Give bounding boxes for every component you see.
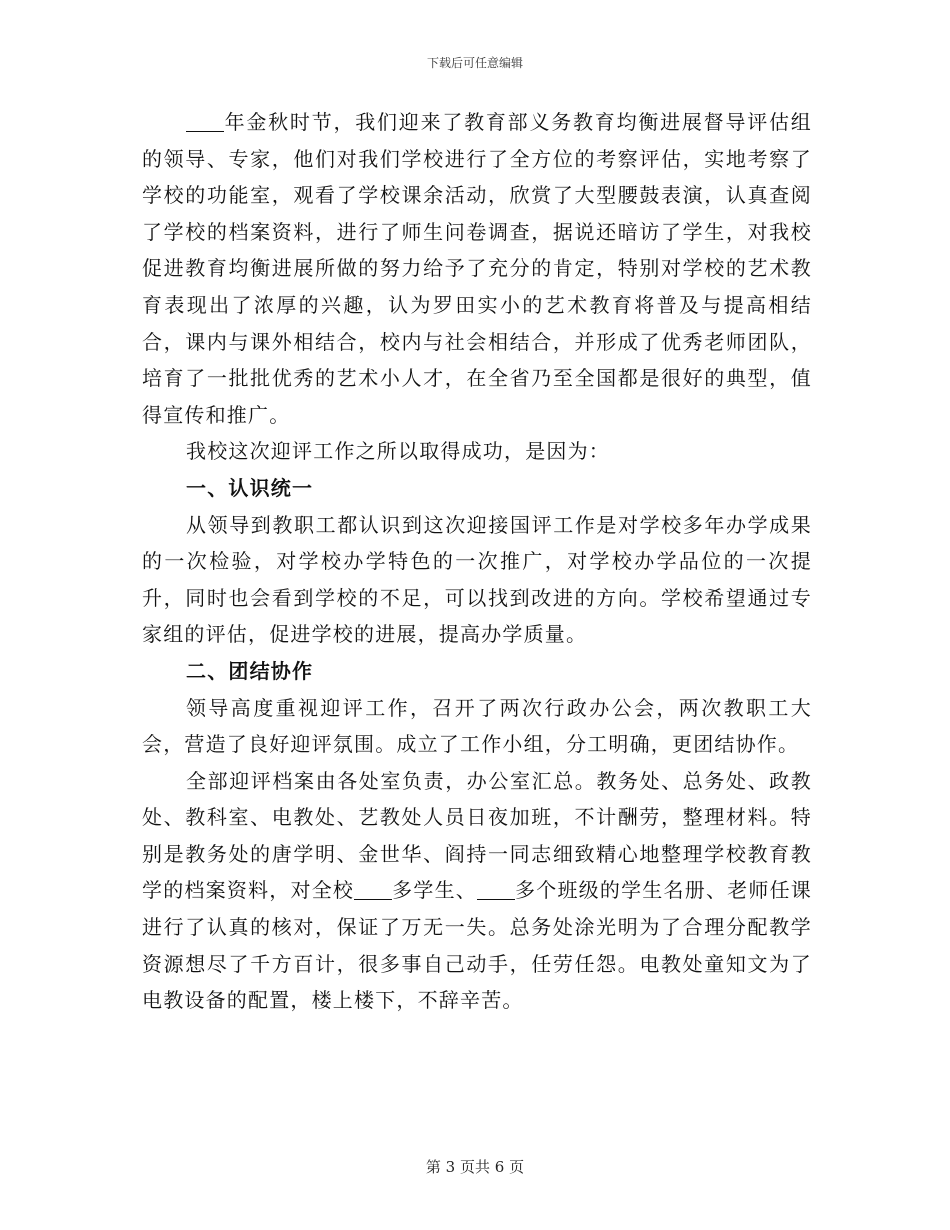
section-heading-2: 二、团结协作 (186, 658, 314, 683)
section-heading-1: 一、认识统一 (186, 475, 314, 500)
paragraph-intro-text: 年金秋时节，我们迎来了教育部义务教育均衡进展督导评估组的领导、专家，他们对我们学校进行了全方位的考察评估，实地考察了学校的功能室，观看了学校课余活动，欣赏了大型腰鼓表演，认真查阅了学校的档案资料，进行了师生问卷调查，据说还暗访了学生，对我校促进教育均衡进展所做的努力给予了充分的肯定，特别对学校的艺术教育表现出了浓厚的兴趣，认为罗田实小的艺术教育将普及与提高相结合，课内与课外相结合，校内与社会相结合，并形成了优秀老师团队，培育了一批批优秀的艺术小人才，在全省乃至全国都是很好的典型，值得宣传和推广。 (142, 110, 812, 427)
paragraph-reasons-lead: 我校这次迎评工作之所以取得成功，是因为： (186, 439, 610, 464)
page-header: 下载后可任意编辑 (426, 56, 523, 70)
fill-in-blank-year (186, 111, 224, 132)
paragraph-section-2b-part2: 多学生、 (392, 878, 478, 903)
paragraph-section-1: 从领导到教职工都认识到这次迎接国评工作是对学校多年办学成果的一次检验，对学校办学特色的一次推广，对学校办学品位的一次提升，同时也会看到学校的不足，可以找到改进的方向。学校希望通过专家组的评估，促进学校的进展，提高办学质量。 (142, 512, 812, 647)
paragraph-section-2b-part3: 多个班级的学生名册、老师任课进行了认真的核对，保证了万无一失。总务处涂光明为了合理分配教学资源想尽了千方百计，很多事自己动手，任劳任怨。电教处童知文为了电教设备的配置，楼上楼下，不辞辛苦。 (142, 878, 812, 1013)
document-body (142, 104, 812, 1019)
paragraph-section-2b-part1: 全部迎评档案由各处室负责，办公室汇总。教务处、总务处、政教处、教科室、电教处、艺教处人员日夜加班，不计酬劳，整理材料。特别是教务处的唐学明、金世华、阎持一同志细致精心地整理学校教育教学的档案资料，对全校 (142, 768, 812, 903)
fill-in-blank-classes (477, 879, 515, 900)
paragraph-section-2a: 领导高度重视迎评工作，召开了两次行政办公会，两次教职工大会，营造了良好迎评氛围。成立了工作小组，分工明确，更团结协作。 (142, 695, 812, 757)
paragraph-section-2b (142, 763, 812, 1019)
fill-in-blank-students (354, 879, 392, 900)
paragraph-intro (142, 104, 812, 433)
page-footer: 第 3 页共 6 页 (425, 1158, 525, 1176)
